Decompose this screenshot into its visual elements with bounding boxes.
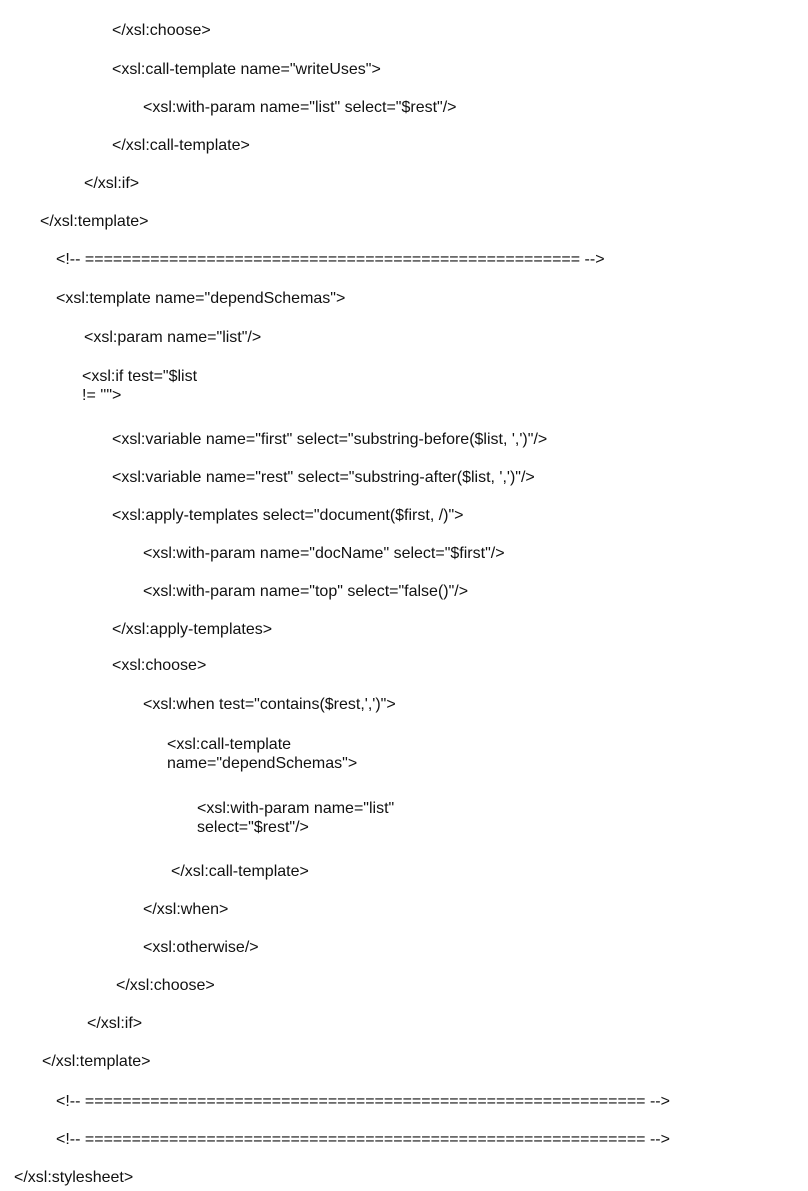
code-line-template-dependschemas: <xsl:template name="dependSchemas">	[56, 290, 346, 307]
code-line-if-test-part2: != ''">	[82, 387, 122, 404]
code-line-choose-open: <xsl:choose>	[112, 657, 207, 674]
code-line-call-template-close-2: </xsl:call-template>	[171, 863, 309, 880]
code-line-with-param-list: <xsl:with-param name="list" select="$rest"/>	[143, 99, 457, 116]
code-line-with-param-part1: <xsl:with-param name="list"	[197, 800, 395, 817]
code-line-with-param-docname: <xsl:with-param name="docName" select="$first"/>	[143, 545, 505, 562]
code-line-call-template-part1: <xsl:call-template	[167, 736, 292, 753]
code-line-apply-templates-close: </xsl:apply-templates>	[112, 621, 273, 638]
code-line-when-close: </xsl:when>	[143, 901, 229, 918]
code-line-comment-separator-3: <!-- ============================================================ -->	[56, 1131, 670, 1148]
code-line-stylesheet-close: </xsl:stylesheet>	[14, 1169, 134, 1186]
code-line-param-list: <xsl:param name="list"/>	[84, 329, 262, 346]
code-line-variable-first: <xsl:variable name="first" select="substring-before($list, ',')"/>	[112, 431, 548, 448]
code-line-otherwise: <xsl:otherwise/>	[143, 939, 259, 956]
code-line-comment-separator: <!-- ===================================================== -->	[56, 251, 605, 268]
code-line-template-close-2: </xsl:template>	[42, 1053, 151, 1070]
code-line-choose-close: </xsl:choose>	[112, 22, 211, 39]
code-line-if-close: </xsl:if>	[84, 175, 140, 192]
code-line-if-test	[82, 367, 197, 405]
code-line-with-param-part2: select="$rest"/>	[197, 819, 309, 836]
code-line-when-test: <xsl:when test="contains($rest,',')">	[143, 696, 396, 713]
code-line-if-close-2: </xsl:if>	[87, 1015, 143, 1032]
code-line-variable-rest: <xsl:variable name="rest" select="substring-after($list, ',')"/>	[112, 469, 535, 486]
code-line-choose-close-2: </xsl:choose>	[116, 977, 215, 994]
code-line-call-template-dependschemas	[167, 735, 357, 773]
code-line-if-test-part1: <xsl:if test="$list	[82, 368, 198, 385]
code-line-with-param-list-rest	[197, 799, 394, 837]
code-line-template-close: </xsl:template>	[40, 213, 149, 230]
code-line-call-template-part2: name="dependSchemas">	[167, 755, 358, 772]
code-line-with-param-top: <xsl:with-param name="top" select="false()"/>	[143, 583, 469, 600]
code-line-comment-separator-2: <!-- ============================================================ -->	[56, 1093, 670, 1110]
code-line-call-template-close: </xsl:call-template>	[112, 137, 250, 154]
code-line-call-template-writeuses: <xsl:call-template name="writeUses">	[112, 61, 381, 78]
code-line-apply-templates: <xsl:apply-templates select="document($first, /)">	[112, 507, 464, 524]
